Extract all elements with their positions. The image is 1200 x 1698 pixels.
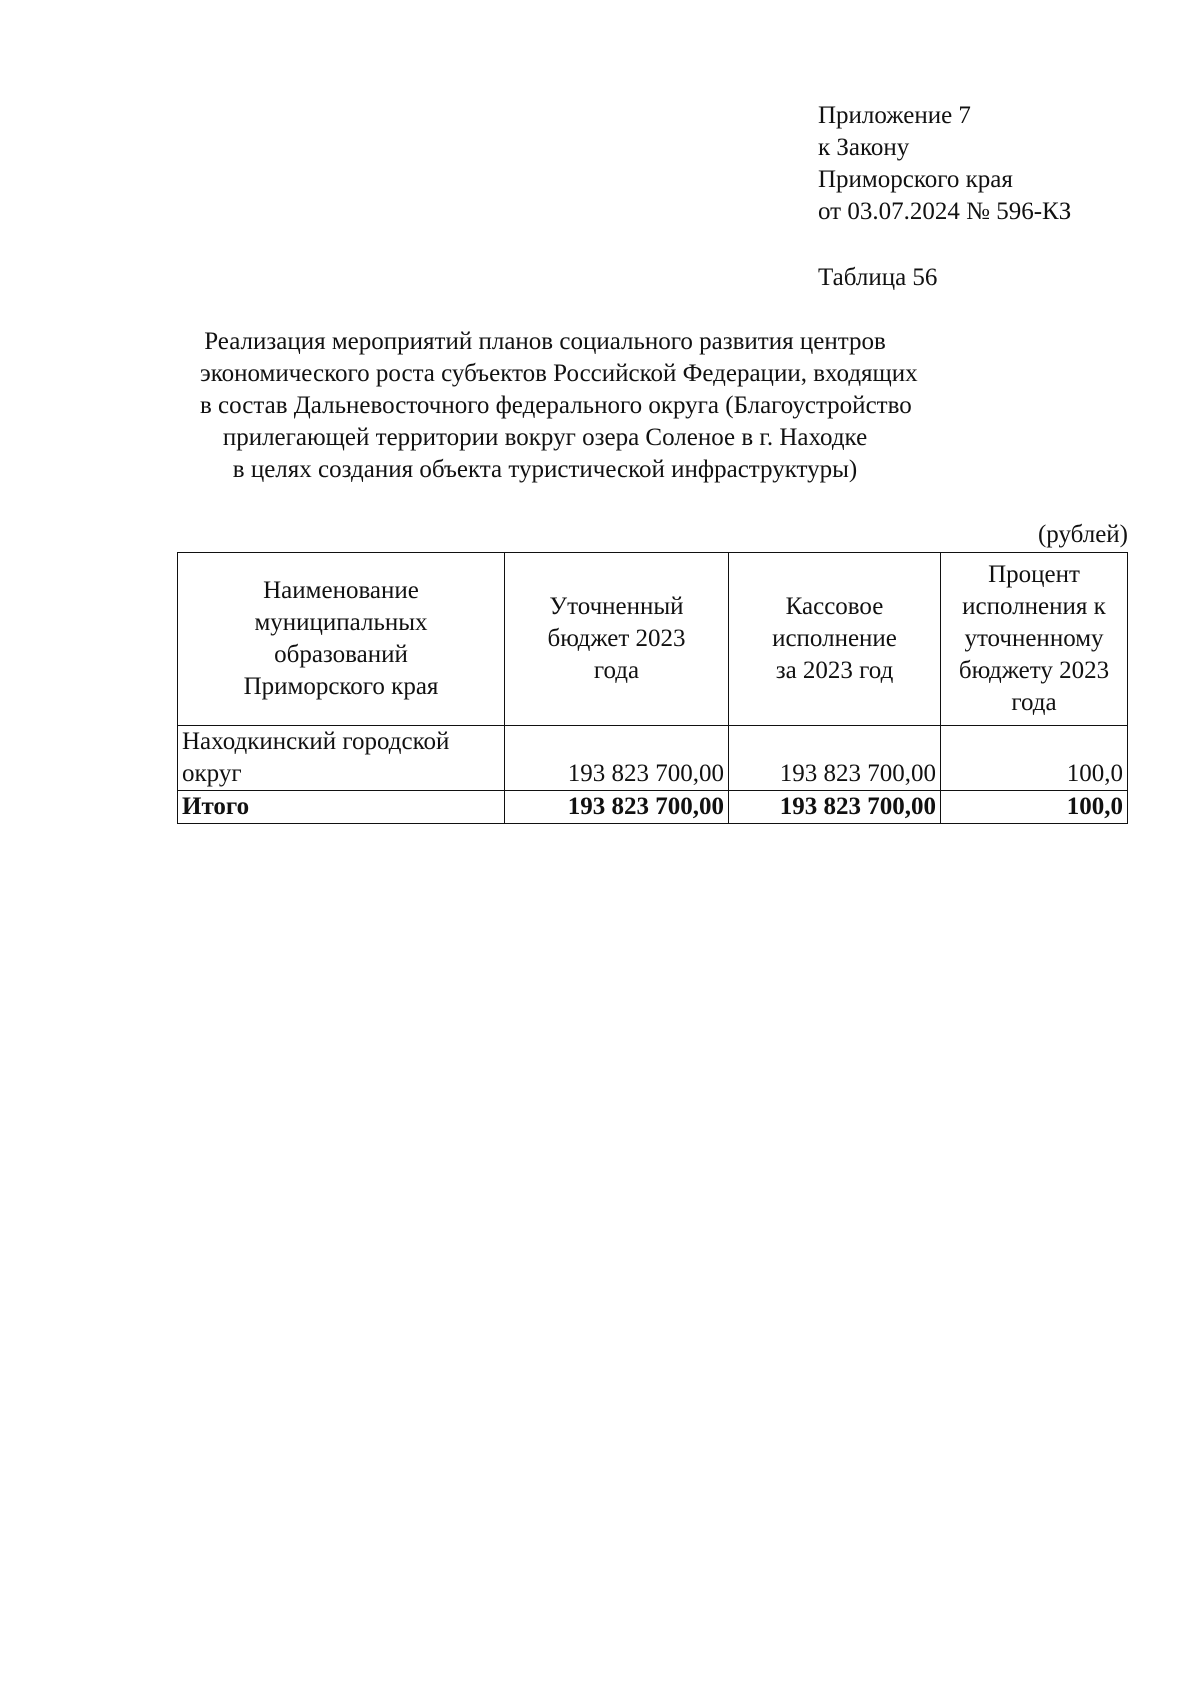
municipality-name: Находкинский городской округ — [178, 726, 505, 791]
budget-value: 193 823 700,00 — [505, 726, 729, 791]
annex-line: от 03.07.2024 № 596-КЗ — [818, 198, 1072, 225]
annex-line: к Закону — [818, 134, 910, 161]
table-number: Таблица 56 — [818, 264, 938, 291]
execution-value: 193 823 700,00 — [729, 726, 941, 791]
header-execution: Кассовое исполнение за 2023 год — [729, 553, 941, 726]
total-row — [178, 791, 1128, 824]
table-row — [178, 726, 1128, 791]
report-table — [177, 552, 1128, 824]
annex-line: Приморского края — [818, 166, 1013, 193]
title-line: прилегающей территории вокруг озера Соленое в г. Находке — [222, 424, 868, 451]
title-line: Реализация мероприятий планов социального развития центров — [204, 328, 886, 355]
total-label: Итого — [178, 791, 505, 824]
title-line: экономического роста субъектов Российской Федерации, входящих — [200, 360, 918, 387]
annex-line: Приложение 7 — [818, 102, 971, 129]
document-title — [200, 326, 918, 486]
header-municipality: Наименование муниципальных образований Приморского края — [178, 553, 505, 726]
total-budget: 193 823 700,00 — [505, 791, 729, 824]
percent-value: 100,0 — [941, 726, 1128, 791]
total-percent: 100,0 — [941, 791, 1128, 824]
table-header-row — [178, 553, 1128, 726]
title-line: в состав Дальневосточного федерального округа (Благоустройство — [200, 392, 912, 419]
annex-block — [818, 100, 1071, 228]
title-line: в целях создания объекта туристической инфраструктуры) — [232, 456, 858, 483]
header-percent: Процент исполнения к уточненному бюджету 2023 года — [941, 553, 1128, 726]
total-execution: 193 823 700,00 — [729, 791, 941, 824]
units-label: (рублей) — [1037, 521, 1128, 548]
header-budget: Уточненный бюджет 2023 года — [505, 553, 729, 726]
